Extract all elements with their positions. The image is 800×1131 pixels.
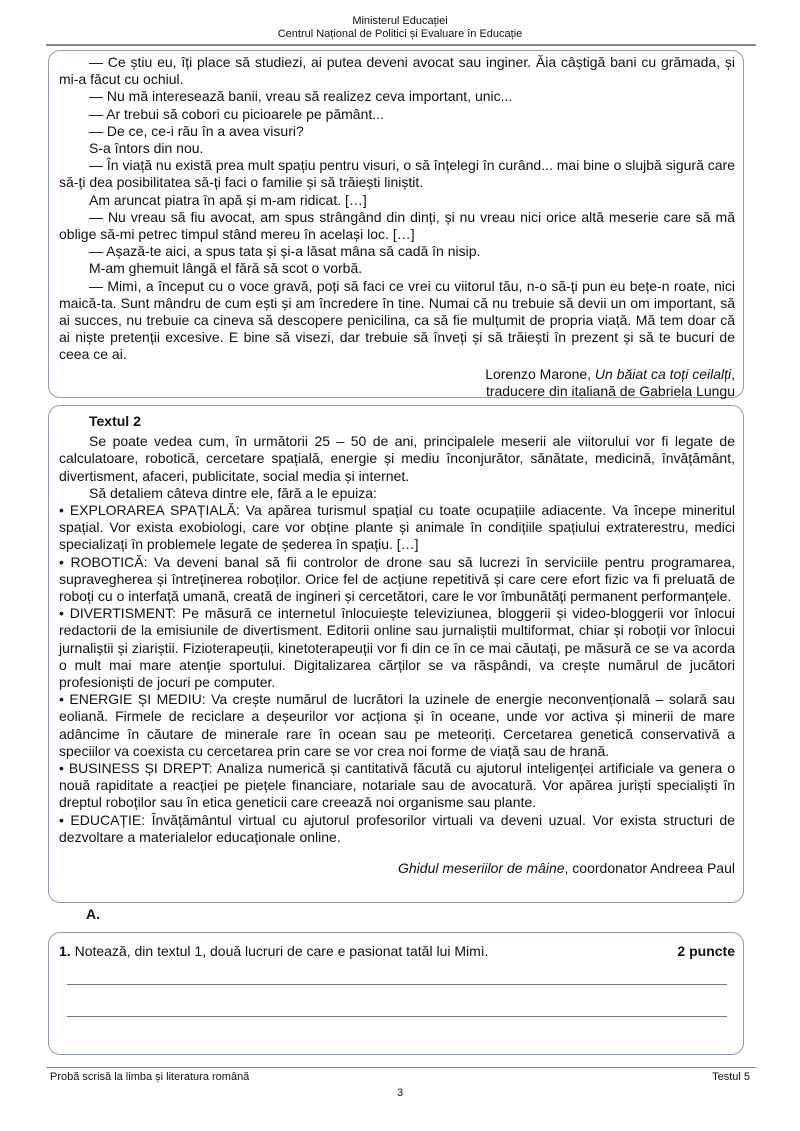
list-item: • BUSINESS ȘI DREPT: Analiza numerică și cantitativă făcută cu ajutorul inteligenței artificiale va genera o nouă rapiditate a reacției pe piețele financiare, notariale sau de avocatură. Vor apărea juriști specialiști în dreptul roboților sau în etica geneticii care creează noi organisme sau plante.: [59, 760, 735, 811]
header-divider: [46, 44, 756, 46]
source-title: Ghidul meseriilor de mâine: [398, 860, 565, 877]
question-number: 1.: [59, 943, 71, 959]
list-item: • DIVERTISMENT: Pe măsură ce internetul înlocuiește televiziunea, bloggerii și video-bloggerii vor înlocui redactorii de la emisiunile de divertisment. Editorii online sau jurnaliștii multiformat, chiar și roboții vor înlocui jurnaliștii și ziariștii. Fizioterapeuții, kinetoterapeuții vor fi din ce în ce mai căutați, pe măsură ce se va acorda o mult mai mare atenție sportului. Digitalizarea cărților se va răspândi, va crește numărul de jucători profesioniști de jocuri pe computer.: [59, 605, 735, 691]
question-text-wrap: [59, 943, 489, 960]
paragraph: — De ce, ce-i rău în a avea visuri?: [89, 122, 304, 139]
section-label: A.: [86, 906, 100, 922]
page-number: 3: [396, 1087, 404, 1099]
list-item: • ENERGIE ȘI MEDIU: Va crește numărul de lucrători la uzinele de energie neconvențională – solară sau eoliană. Firmele de reciclare a deșeurilor vor acționa și în oceane, unde vor activa și minerii de mare adâncime în căutare de minerale rare în ocean sau pe meteoriți. Cercetarea genetică conservativă a speciilor va coexista cu cercetarea prin care se vor crea noi forme de viață sau de hrană.: [59, 691, 735, 759]
question-points: 2 puncte: [677, 943, 735, 959]
page-footer: [50, 1071, 750, 1083]
center-name: Centrul Național de Politici și Evaluare în Educație: [277, 28, 523, 40]
text2-box: [48, 405, 744, 903]
paragraph: — În viață nu există prea mult spațiu pentru visuri, o să înțelegi în curând... mai bine o slujbă sigură care să-ți dea posibilitatea să-ți faci o familie și să trăiești liniștit.: [59, 157, 735, 191]
paragraph: — Așază-te aici, a spus tata și și-a lăsat mâna să cadă în nisip.: [89, 243, 481, 260]
paragraph: — Nu vreau să fiu avocat, am spus strângând din dinți, și nu vreau nici orice altă meserie care să mă oblige să-mi petrec timpul stând mereu în același loc. […]: [59, 208, 735, 243]
text2-source: [59, 860, 735, 877]
paragraph: M-am ghemuit lângă el fără să scot o vorbă.: [89, 260, 363, 277]
paragraph: — Ar trebui să cobori cu picioarele pe pământ...: [89, 105, 384, 122]
list-item: • EXPLORAREA SPAȚIALĂ: Va apărea turismul spațial cu toate ocupațiile adiacente. Va începe mineritul spațial. Vor exista exobiologi, care vor obține plante și animale în condițiile spațiului extraterestru, medici specializați în problemele legate de șederea în spațiu. […]: [59, 502, 735, 553]
list-item: • ROBOTICĂ: Va deveni banal să fii controlor de drone sau să lucrezi în serviciile pentru programarea, supravegherea și întreținerea roboților. Orice fel de acțiune repetitivă și care cere efort fizic va fi preluată de roboți cu o interfață umană, creată de ingineri și cercetători, care le vor îmbunătăți permanent performanțele.: [59, 553, 735, 605]
paragraph: — Nu mă interesează banii, vreau să realizez ceva important, unic...: [89, 88, 513, 105]
page-header: [0, 15, 800, 41]
source-title: Un băiat ca toți ceilalți: [594, 365, 732, 382]
paragraph: S-a întors din nou.: [89, 140, 204, 157]
source-author: Lorenzo Marone,: [485, 365, 595, 382]
text1-box: [48, 50, 744, 398]
footer-divider: [46, 1067, 756, 1068]
paragraph: — Ce știu eu, îți place să studiezi, ai putea deveni avocat sau inginer. Ăia câștigă bani cu grămada, și mi-a făcut cu ochiul.: [59, 54, 735, 88]
answer-line-1[interactable]: [67, 984, 727, 985]
text1-source: [59, 366, 735, 383]
footer-exam-title: Probă scrisă la limba și literatura română: [50, 1071, 250, 1083]
text2-title: Textul 2: [89, 413, 141, 429]
list-item: • EDUCAȚIE: Învățământul virtual cu ajutorul profesorilor virtuali va deveni uzual. Vor exista structuri de dezvoltare a materialelor educaționale online.: [59, 811, 735, 845]
question-1: [59, 943, 735, 960]
source-suffix: ,: [731, 365, 735, 382]
text1-translation: traducere din italiană de Gabriela Lungu: [485, 382, 735, 399]
ministry-name: Ministerul Educației: [352, 15, 448, 27]
paragraph: Să detaliem câteva dintre ele, fără a le epuiza:: [89, 484, 377, 501]
paragraph: Am aruncat piatra în apă și m-am ridicat. […]: [89, 191, 367, 208]
paragraph: Se poate vedea cum, în următorii 25 – 50 de ani, principalele meserii ale viitorului vor fi legate de calculatoare, robotică, cercetare spațială, energie și mediu înconjurător, sănătate, medicină, învățământ, divertisment, afaceri, publicitate, social media și internet.: [59, 433, 735, 484]
source-suffix: , coordonator Andreea Paul: [564, 860, 735, 877]
question-text: Notează, din textul 1, două lucruri de care e pasionat tatăl lui Mimì.: [70, 943, 489, 959]
answer-line-2[interactable]: [67, 1016, 727, 1017]
footer-test-number: Testul 5: [712, 1071, 750, 1083]
paragraph: — Mimì, a început cu o voce gravă, poți să faci ce vrei cu viitorul tău, n-o să-ți pun eu bețe-n roate, nici maică-ta. Sunt mândru de cum ești și am încredere în tine. Numai că nu trebuie să devii un om important, să ai succes, nu trebuie ca cineva să descopere penicilina, ca să fie mulțumit de propria viață. Mă tem doar că ai niște pretenții excesive. E bine să visezi, dar trebuie să înveți și să trăiești în prezent și să te bucuri de ceea ce ai.: [59, 277, 735, 363]
question-box: [48, 932, 744, 1055]
